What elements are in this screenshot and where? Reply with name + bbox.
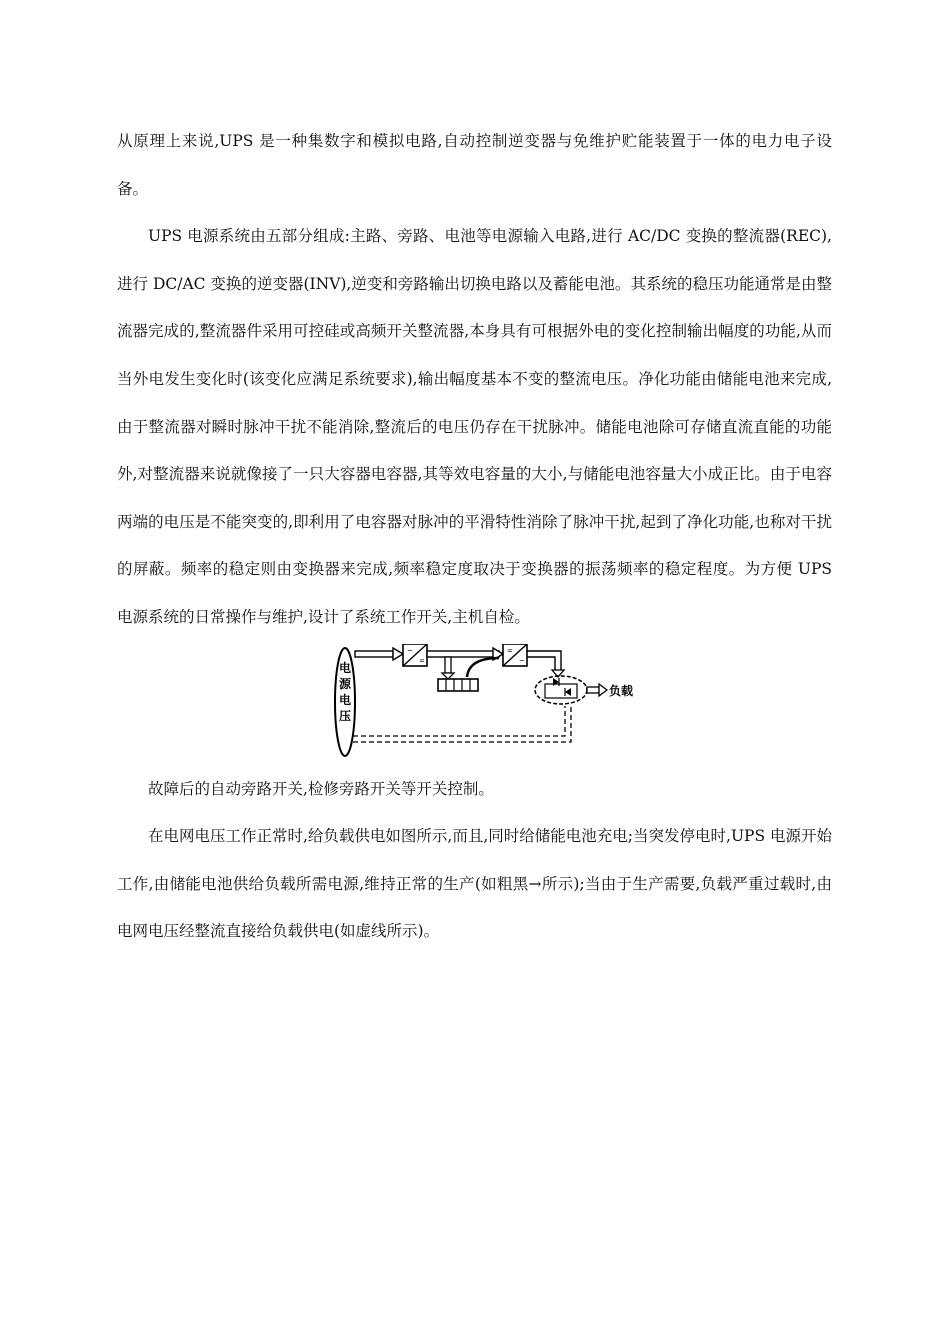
- svg-text:~: ~: [519, 656, 525, 665]
- rectifier-box: [403, 644, 427, 666]
- transfer-switch-icon: [545, 678, 577, 698]
- inverter-box: [503, 644, 527, 666]
- source-char-4: 压: [339, 708, 352, 723]
- document-body: [117, 118, 832, 956]
- svg-text:=: =: [507, 646, 513, 655]
- source-char-2: 源: [339, 676, 352, 691]
- bypass-dashed-path: [353, 706, 571, 742]
- paragraph-2: UPS 电源系统由五部分组成:主路、旁路、电池等电源输入电路,进行 AC/DC 变换的整流器(REC),进行 DC/AC 变换的逆变器(INV),逆变和旁路输出切换电路以及蓄能电池。其系统的稳压功能通常是由整流器完成的,整流器件采用可控硅或高频开关整流器,本身具有可根据外电的变化控制输出幅度的功能,从而当外电发生变化时(该变化应满足系统要求),输出幅度基本不变的整流电压。净化功能由储能电池来完成,由于整流器对瞬时脉冲干扰不能消除,整流后的电压仍存在干扰脉冲。储能电池除可存储直流直能的功能外,对整流器来说就像接了一只大容器电容器,其等效电容量的大小,与储能电池容量大小成正比。由于电容两端的电压是不能突变的,即利用了电容器对脉冲的平滑特性消除了脉冲干扰,起到了净化功能,也称对干扰的屏蔽。频率的稳定则由变换器来完成,频率稳定度取决于变换器的振荡频率的稳定程度。为方便 UPS 电源系统的日常操作与维护,设计了系统工作开关,主机自检。: [117, 227, 832, 626]
- battery-icon: [438, 679, 478, 691]
- source-char-3: 电: [339, 692, 352, 707]
- dc-bus: [427, 651, 499, 657]
- source-char-1: 电: [339, 660, 352, 675]
- inverter-output-path: [527, 651, 564, 677]
- arrow-to-battery: [442, 657, 454, 679]
- arrow-to-load: [587, 684, 607, 696]
- svg-text:~: ~: [407, 646, 413, 655]
- svg-text:=: =: [419, 656, 425, 665]
- arrow-to-rectifier: [355, 648, 403, 660]
- switch-ellipse: [535, 676, 587, 704]
- paragraph-4: 在电网电压工作正常时,给负载供电如图所示,而且,同时给储能电池充电;当突发停电时,UPS 电源开始工作,由储能电池供给负载所需电源,维持正常的生产(如粗黑→所示);当由于生产需要,负载严重过载时,由电网电压经整流直接给负载供电(如虚线所示)。: [117, 827, 832, 941]
- battery-discharge-arrow: [467, 658, 499, 677]
- ups-diagram-svg: [331, 644, 641, 762]
- ups-diagram: [117, 644, 832, 762]
- paragraph-1: 从原理上来说,UPS 是一种集数字和模拟电路,自动控制逆变器与免维护贮能装置于一体的电力电子设备。: [117, 132, 832, 198]
- paragraph-3: 故障后的自动旁路开关,检修旁路开关等开关控制。: [148, 779, 494, 798]
- load-label: 负载: [609, 683, 634, 698]
